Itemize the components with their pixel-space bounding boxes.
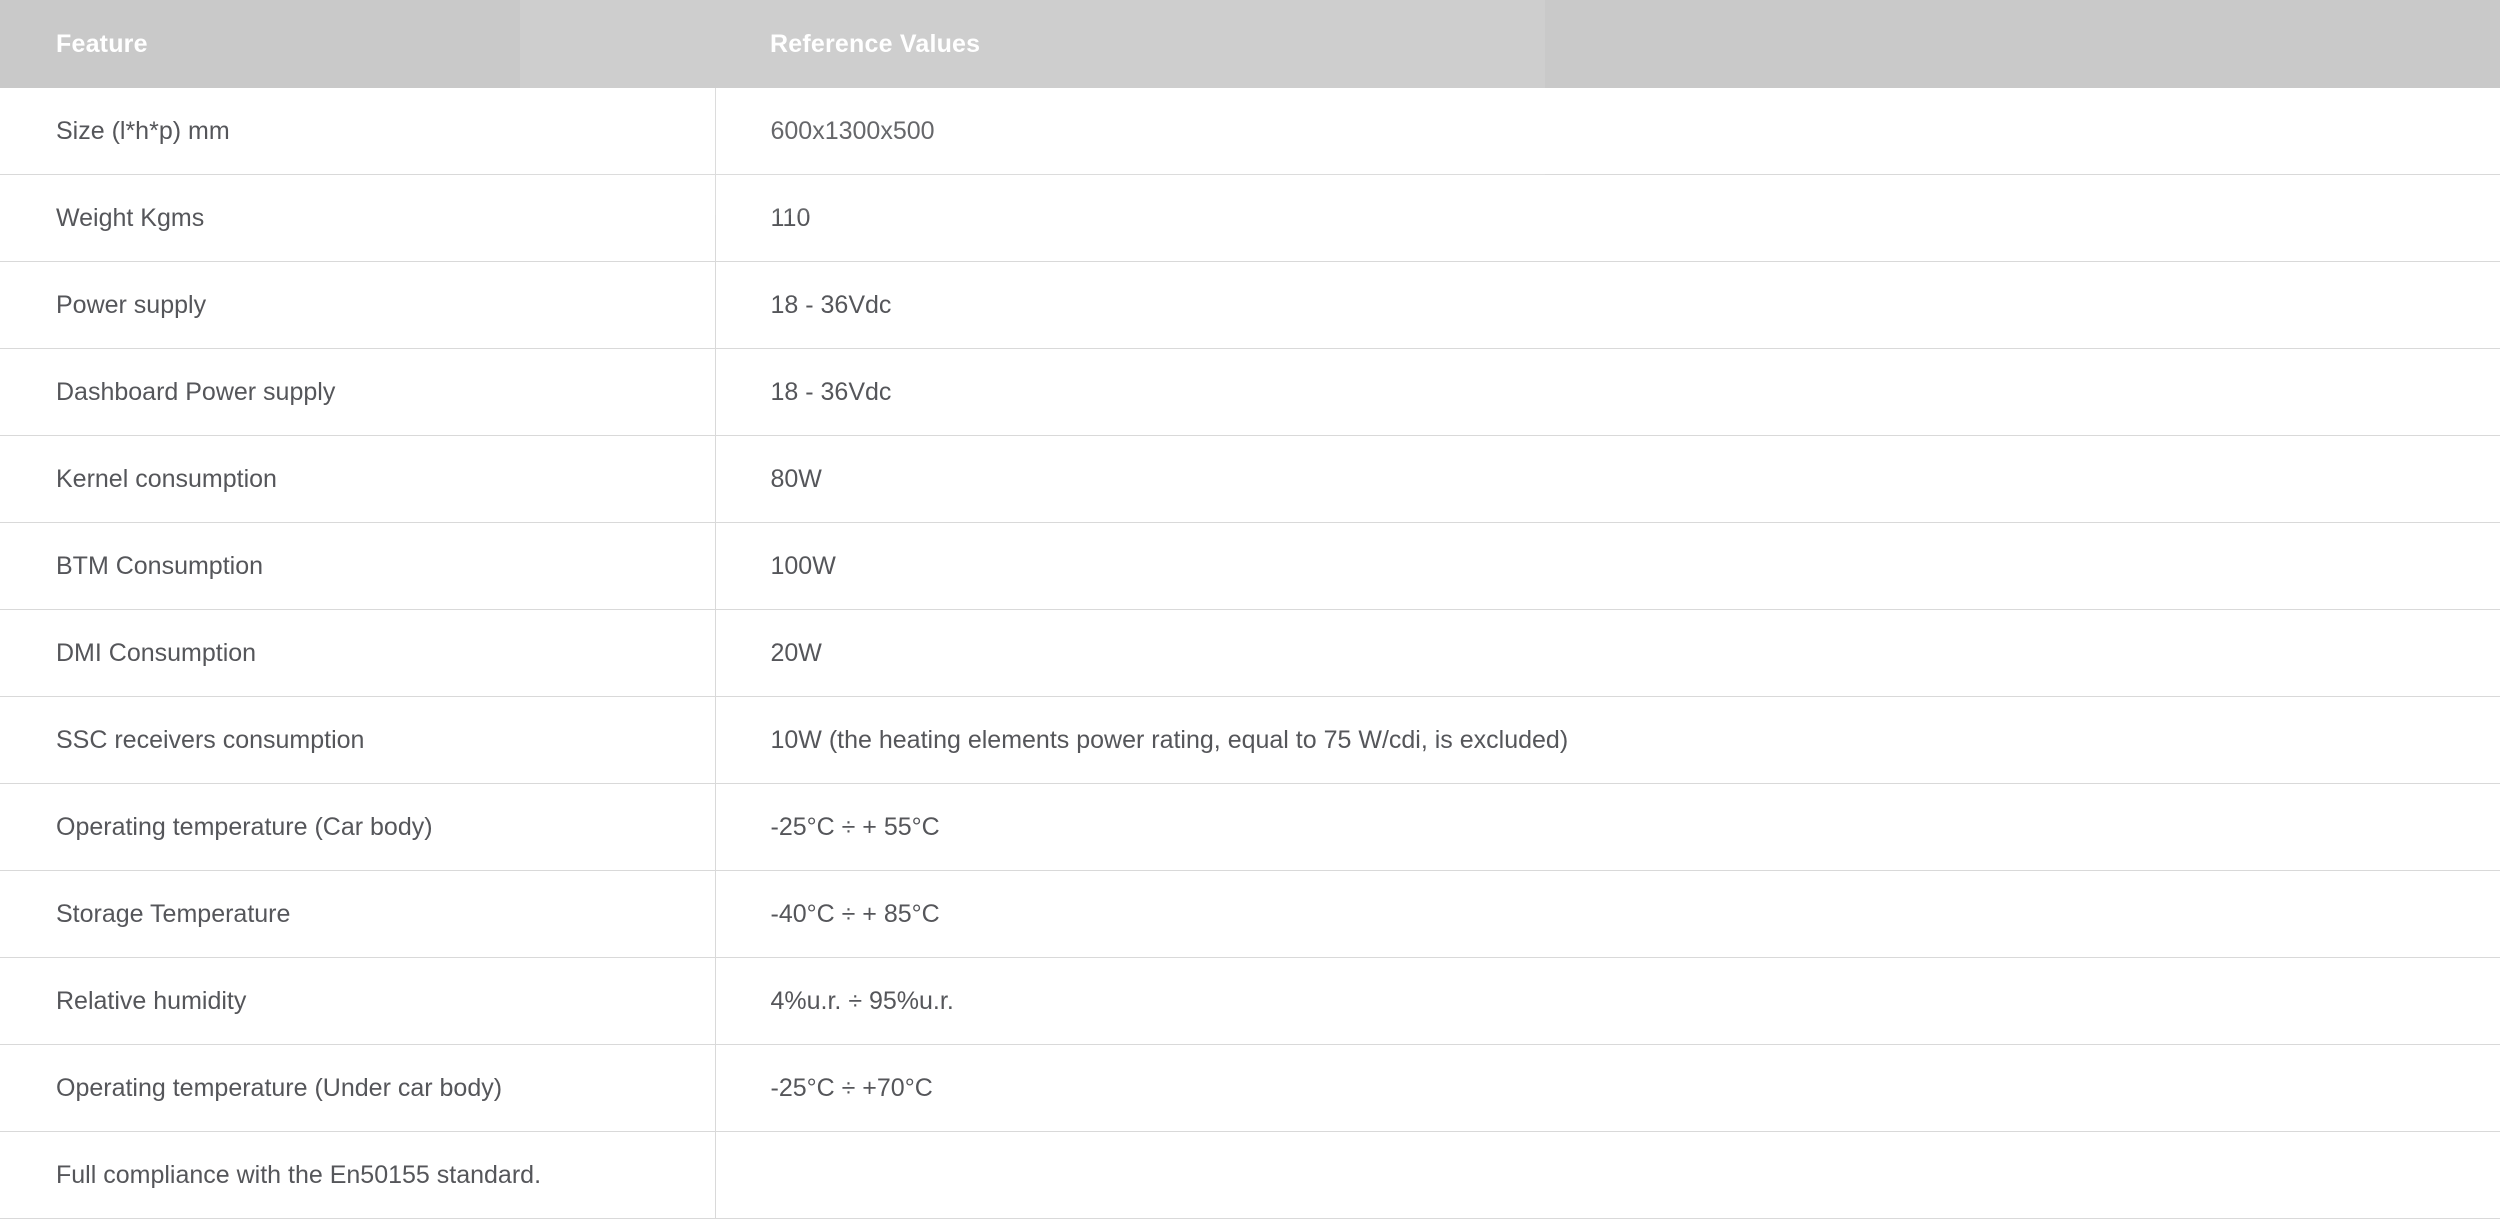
cell-feature: Relative humidity [0, 958, 715, 1045]
table-header-row [0, 0, 2500, 88]
cell-value: 110 [715, 175, 2500, 262]
cell-feature: Dashboard Power supply [0, 349, 715, 436]
cell-value: 18 - 36Vdc [715, 262, 2500, 349]
cell-value [715, 1132, 2500, 1219]
cell-value: 18 - 36Vdc [715, 349, 2500, 436]
table-row [0, 784, 2500, 871]
table-row [0, 610, 2500, 697]
table-row [0, 1045, 2500, 1132]
cell-value: 20W [715, 610, 2500, 697]
table-row [0, 436, 2500, 523]
table-row [0, 523, 2500, 610]
cell-feature: SSC receivers consumption [0, 697, 715, 784]
cell-feature: Full compliance with the En50155 standard. [0, 1132, 715, 1219]
cell-feature: Size (l*h*p) mm [0, 88, 715, 175]
table-row [0, 349, 2500, 436]
cell-feature: Storage Temperature [0, 871, 715, 958]
cell-value: -25°C ÷ + 55°C [715, 784, 2500, 871]
cell-feature: Operating temperature (Car body) [0, 784, 715, 871]
column-header-reference-values: Reference Values [715, 0, 2500, 88]
cell-feature: Power supply [0, 262, 715, 349]
table-row [0, 958, 2500, 1045]
cell-value: 600x1300x500 [715, 88, 2500, 175]
cell-value: 10W (the heating elements power rating, equal to 75 W/cdi, is excluded) [715, 697, 2500, 784]
cell-value: -40°C ÷ + 85°C [715, 871, 2500, 958]
cell-feature: BTM Consumption [0, 523, 715, 610]
cell-feature: Weight Kgms [0, 175, 715, 262]
table-row [0, 175, 2500, 262]
cell-value: 4%u.r. ÷ 95%u.r. [715, 958, 2500, 1045]
cell-value: 100W [715, 523, 2500, 610]
table-row [0, 871, 2500, 958]
cell-feature: Operating temperature (Under car body) [0, 1045, 715, 1132]
table-body [0, 88, 2500, 1219]
cell-value: -25°C ÷ +70°C [715, 1045, 2500, 1132]
table-row [0, 262, 2500, 349]
cell-feature: Kernel consumption [0, 436, 715, 523]
column-header-feature: Feature [0, 0, 715, 88]
cell-value: 80W [715, 436, 2500, 523]
table-header [0, 0, 2500, 88]
cell-feature: DMI Consumption [0, 610, 715, 697]
table-row [0, 88, 2500, 175]
table-row [0, 697, 2500, 784]
table-row [0, 1132, 2500, 1219]
